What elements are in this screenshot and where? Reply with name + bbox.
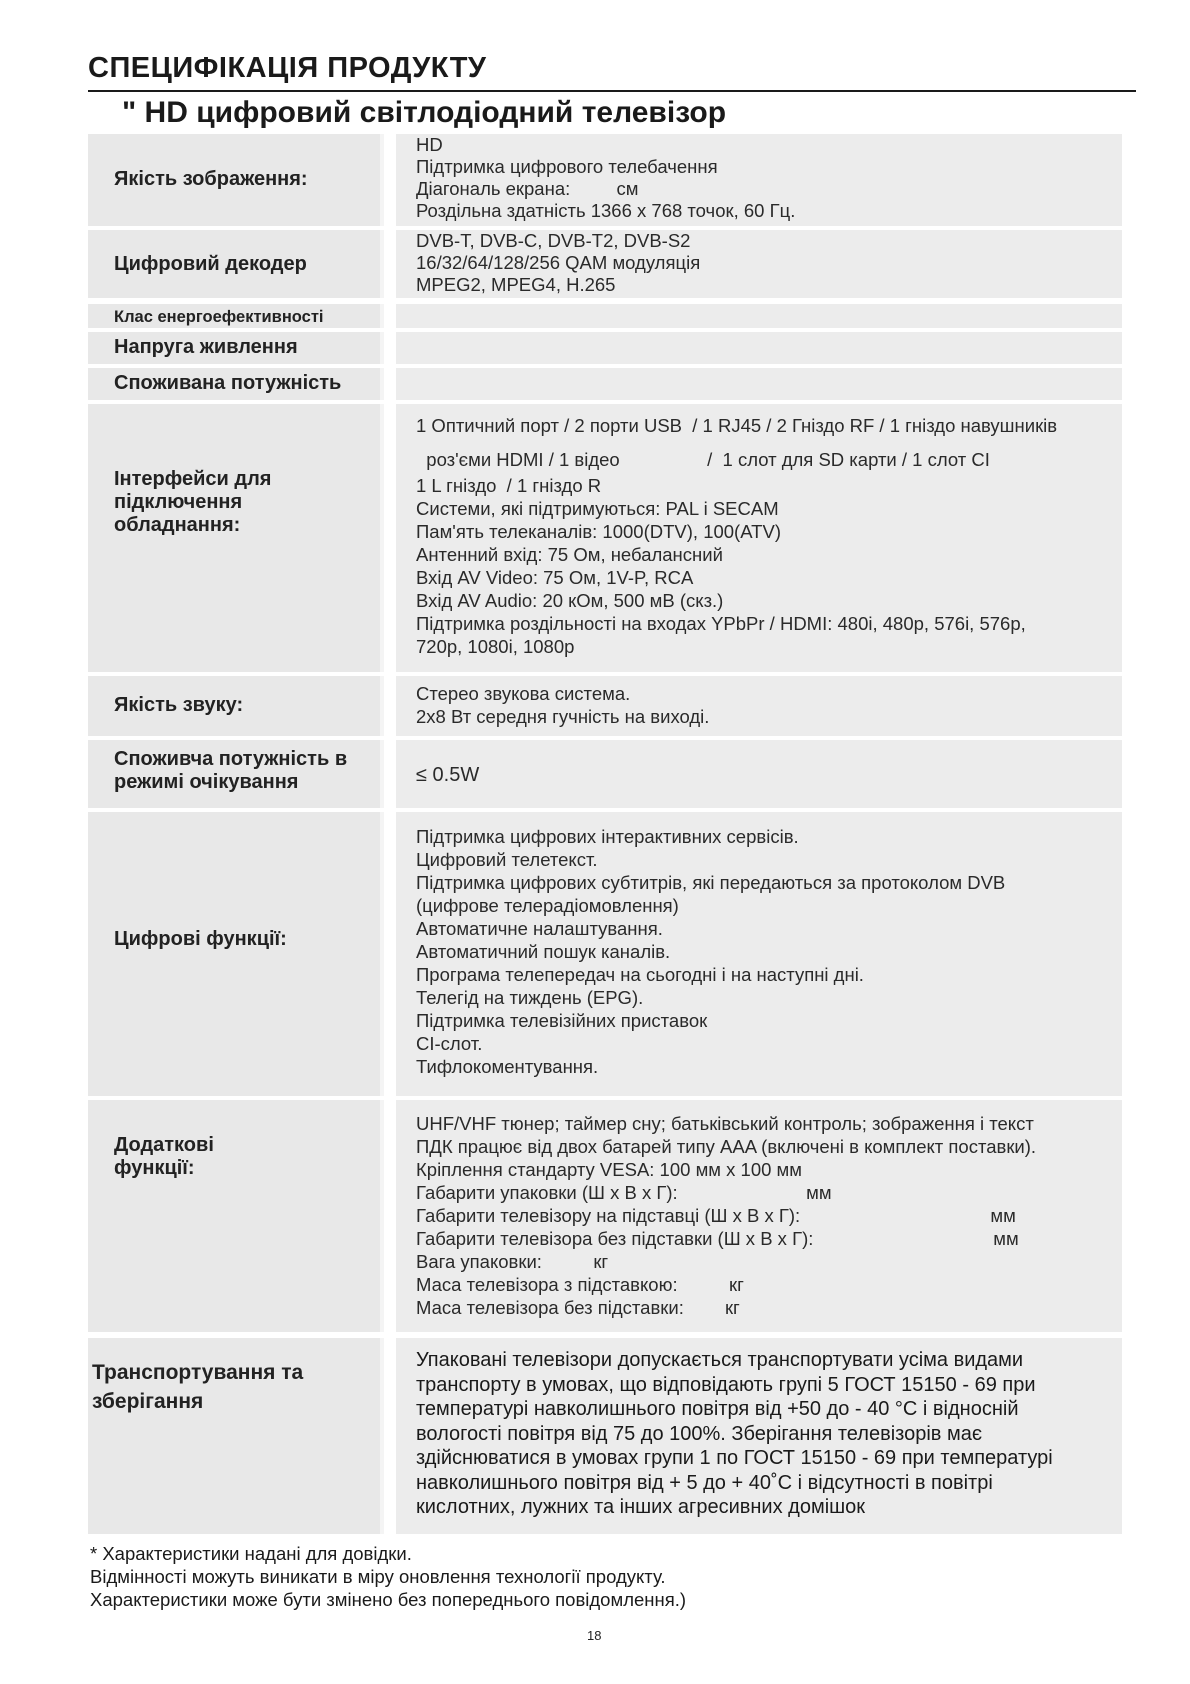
text-line: Підтримка цифрових інтерактивних сервісів. xyxy=(416,826,799,847)
spec-label-cell-picture xyxy=(88,134,384,226)
spec-value-cell-extra xyxy=(396,1100,1122,1332)
title-divider xyxy=(88,90,1136,92)
spec-value-cell-interfaces xyxy=(396,404,1122,672)
text-line: CI-слот. xyxy=(416,1033,483,1054)
spec-value-standby: ≤ 0.5W xyxy=(416,764,480,786)
spec-label-digital: Цифрові функції: xyxy=(114,928,287,950)
spec-label-transport: Транспортування та зберігання xyxy=(92,1361,304,1413)
spec-label-power: Споживана потужність xyxy=(114,372,342,394)
text-line: Габарити телевізору на підставці (Ш x В x Г): мм xyxy=(416,1205,1016,1226)
spec-label-cell-extra xyxy=(88,1100,384,1332)
text-line: Габарити упаковки (Ш x В x Г): мм xyxy=(416,1182,832,1203)
text-line: Маса телевізора без підставки: кг xyxy=(416,1297,740,1318)
text-line: Габарити телевізора без підставки (Ш x В x Г): мм xyxy=(416,1228,1019,1249)
spec-value-picture xyxy=(416,134,1114,222)
text-line: Вхід AV Video: 75 Ом, 1V-P, RCA xyxy=(416,567,694,588)
spec-value-interfaces xyxy=(416,474,1114,658)
spec-value-cell-standby xyxy=(396,740,1122,808)
text-line: Тифлокоментування. xyxy=(416,1056,599,1077)
spec-value-sound xyxy=(416,682,1114,728)
spec-value-decoder xyxy=(416,230,1114,296)
text-line: кислотних, лужних та інших агресивних домішок xyxy=(416,1496,866,1518)
spec-label-cell-decoder xyxy=(88,230,384,298)
text-line: здійснюватися в умовах групи 1 по ГОСТ 15150 - 69 при температурі xyxy=(416,1447,1053,1469)
spec-value-transport xyxy=(416,1348,1114,1520)
text-line: Автоматичне налаштування. xyxy=(416,918,663,939)
spec-label-cell-sound xyxy=(88,676,384,736)
text-line: 16/32/64/128/256 QAM модуляція xyxy=(416,252,701,273)
spec-label-cell-power xyxy=(88,368,384,400)
text-line: Підтримка роздільності на входах YPbPr / HDMI: 480i, 480p, 576i, 576p, xyxy=(416,613,1026,634)
spec-label-cell-standby xyxy=(88,740,384,808)
spec-label-energy-class: Клас енергоефективності xyxy=(114,308,324,326)
spec-label-voltage: Напруга живлення xyxy=(114,336,298,358)
text-line: UHF/VHF тюнер; таймер сну; батьківський контроль; зображення і текст xyxy=(416,1113,1034,1134)
text-line: Програма телепередач на сьогодні і на наступні дні. xyxy=(416,964,864,985)
spec-value-digital xyxy=(416,825,1114,1078)
text-line: Підтримка телевізійних приставок xyxy=(416,1010,708,1031)
spec-value-extra xyxy=(416,1112,1114,1319)
text-line: ПДК працює від двох батарей типу AAA (включені в комплект поставки). xyxy=(416,1136,1037,1157)
text-line: навколишнього повітря від + 5 до + 40˚С і відсутності в повітрі xyxy=(416,1471,993,1494)
text-line: Кріплення стандарту VESA: 100 мм x 100 мм xyxy=(416,1159,802,1180)
text-line: Автоматичний пошук каналів. xyxy=(416,941,671,962)
text-line: Стерео звукова система. xyxy=(416,683,631,704)
text-line: HD xyxy=(416,134,443,155)
spec-label-cell-transport xyxy=(88,1338,384,1534)
text-line: Вага упаковки: кг xyxy=(416,1251,609,1272)
text-line: Телегід на тиждень (EPG). xyxy=(416,987,644,1008)
text-line: Пам'ять телеканалів: 1000(DTV), 100(ATV) xyxy=(416,521,781,542)
spec-label-sound: Якість звуку: xyxy=(114,694,244,716)
spec-value-voltage xyxy=(396,332,1122,364)
text-line: Маса телевізора з підставкою: кг xyxy=(416,1274,744,1295)
spec-label-cell-voltage xyxy=(88,332,384,364)
spec-value-cell-decoder xyxy=(396,230,1122,298)
page-title: СПЕЦИФІКАЦІЯ ПРОДУКТУ xyxy=(88,52,487,84)
text-line: Роздільна здатність 1366 x 768 точок, 60 Гц. xyxy=(416,200,796,221)
product-subtitle: " HD цифровий світлодіодний телевізор xyxy=(122,96,727,129)
spec-label-cell-interfaces xyxy=(88,404,384,672)
text-line: Підтримка цифрового телебачення xyxy=(416,156,718,177)
spec-value-interfaces-ports xyxy=(416,409,1114,477)
text-line: Підтримка цифрових субтитрів, які передаються за протоколом DVB xyxy=(416,872,1006,893)
text-line: вологості повітря від 75 до 100%. Зберігання телевізорів має xyxy=(416,1422,983,1445)
spec-label-cell-energy-class xyxy=(88,304,384,328)
spec-value-cell-digital xyxy=(396,812,1122,1096)
text-line: Упаковані телевізори допускається транспортувати усіма видами xyxy=(416,1349,1024,1371)
page-number: 18 xyxy=(587,1628,602,1643)
footnotes xyxy=(90,1542,686,1611)
text-line: DVB-T, DVB-C, DVB-T2, DVB-S2 xyxy=(416,230,691,251)
text-line: 1 Оптичний порт / 2 порти USB / 1 RJ45 / 2 Гніздо RF / 1 гніздо навушників xyxy=(416,415,1058,436)
text-line: Вхід AV Audio: 20 кОм, 500 мВ (скз.) xyxy=(416,590,724,611)
text-line: Діагональ екрана: см xyxy=(416,178,639,199)
spec-value-cell-transport xyxy=(396,1338,1122,1534)
spec-value-energy-class xyxy=(396,304,1122,328)
text-line: (цифрове телерадіомовлення) xyxy=(416,895,679,916)
spec-label-cell-digital xyxy=(88,812,384,1096)
text-line: 1 L гніздо / 1 гніздо R xyxy=(416,475,602,496)
text-line: температурі навколишнього повітря від +50 до - 40 °С і відносній xyxy=(416,1398,1019,1420)
text-line: Системи, які підтримуються: PAL і SECAM xyxy=(416,498,779,519)
spec-value-power xyxy=(396,368,1122,400)
text-line: роз'єми HDMI / 1 відео / 1 слот для SD карти / 1 слот CI xyxy=(416,449,990,470)
spec-label-interfaces: Інтерфейси для підключення обладнання: xyxy=(114,468,272,536)
spec-label-extra: Додаткові функції: xyxy=(114,1134,214,1179)
text-line: транспорту в умовах, що відповідають групі 5 ГОСТ 15150 - 69 при xyxy=(416,1373,1036,1396)
spec-label-picture: Якість зображення: xyxy=(114,168,308,190)
spec-label-standby: Споживча потужність в режимі очікування xyxy=(114,748,348,793)
footnote-line: * Характеристики надані для довідки. xyxy=(90,1543,412,1564)
text-line: Антенний вхід: 75 Ом, небалансний xyxy=(416,544,723,565)
spec-value-cell-sound xyxy=(396,676,1122,736)
footnote-line: Характеристики може бути змінено без попереднього повідомлення.) xyxy=(90,1589,687,1610)
text-line: MPEG2, MPEG4, H.265 xyxy=(416,274,616,295)
text-line: Цифровий телетекст. xyxy=(416,849,598,870)
spec-label-decoder: Цифровий декодер xyxy=(114,253,307,275)
footnote-line: Відмінності можуть виникати в міру оновлення технології продукту. xyxy=(90,1566,666,1587)
spec-value-cell-picture xyxy=(396,134,1122,226)
text-line: 2x8 Вт середня гучність на виході. xyxy=(416,706,710,727)
text-line: 720p, 1080i, 1080p xyxy=(416,636,575,657)
